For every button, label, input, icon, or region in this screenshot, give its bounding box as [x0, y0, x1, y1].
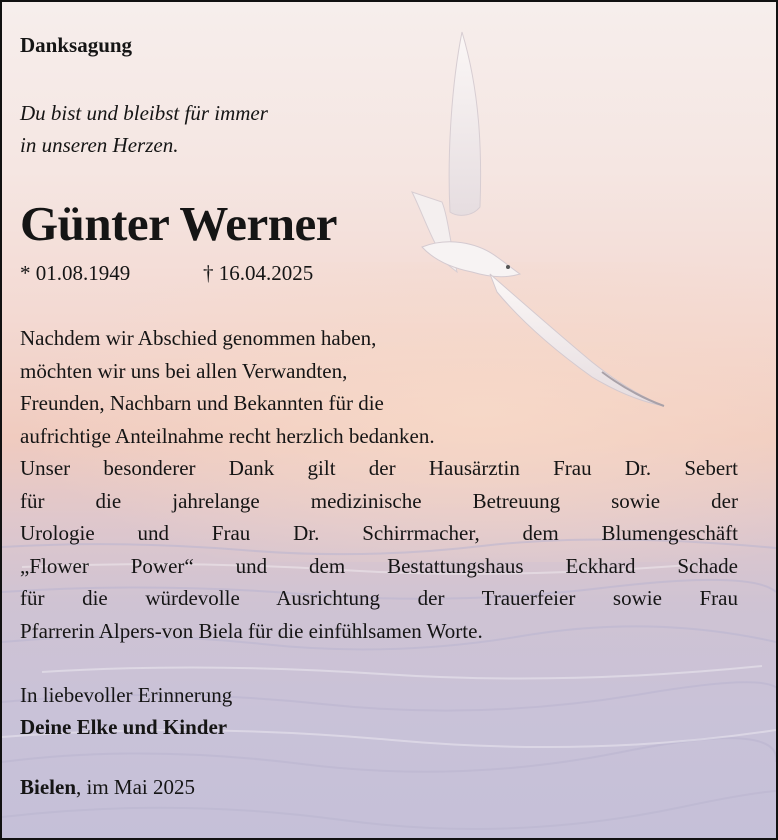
- quote-line: in unseren Herzen.: [20, 133, 179, 157]
- intro-paragraph: [20, 322, 435, 452]
- thanks-line: für die würdevolle Ausrichtung der Trauerfeier sowie Frau: [20, 586, 738, 610]
- closing-line: In liebevoller Erinnerung: [20, 683, 233, 707]
- place-name: Bielen: [20, 775, 76, 799]
- intro-line: Nachdem wir Abschied genommen haben,: [20, 326, 377, 350]
- intro-line: möchten wir uns bei allen Verwandten,: [20, 358, 348, 383]
- intro-line: aufrichtige Anteilnahme recht herzlich bedanken.: [20, 423, 435, 448]
- notice-date: , im Mai 2025: [76, 775, 195, 799]
- thanks-paragraph: [20, 452, 738, 647]
- place-date: [20, 775, 195, 800]
- thanks-line: Pfarrerin Alpers-von Biela für die einfühlsamen Worte.: [20, 618, 483, 643]
- notice-heading: Danksagung: [20, 33, 133, 57]
- intro-line: Freunden, Nachbarn und Bekannten für die: [20, 391, 384, 415]
- memorial-quote: [20, 97, 268, 161]
- thanks-line: Unser besonderer Dank gilt der Hausärztin Frau Dr. Sebert: [20, 456, 738, 480]
- deceased-name: Günter Werner: [20, 196, 337, 251]
- thanks-line: „Flower Power“ und dem Bestattungshaus Eckhard Schade: [20, 553, 738, 578]
- quote-line: Du bist und bleibst für immer: [20, 101, 268, 125]
- closing-block: [20, 679, 232, 743]
- signature: Deine Elke und Kinder: [20, 715, 228, 739]
- thanks-line: für die jahrelange medizinische Betreuung sowie der: [20, 488, 738, 513]
- birth-date: * 01.08.1949: [20, 261, 131, 285]
- death-date: † 16.04.2025: [203, 261, 314, 285]
- thanks-line: Urologie und Frau Dr. Schirrmacher, dem Blumengeschäft: [20, 521, 738, 545]
- life-dates: [20, 261, 314, 286]
- notice-text: [2, 2, 776, 838]
